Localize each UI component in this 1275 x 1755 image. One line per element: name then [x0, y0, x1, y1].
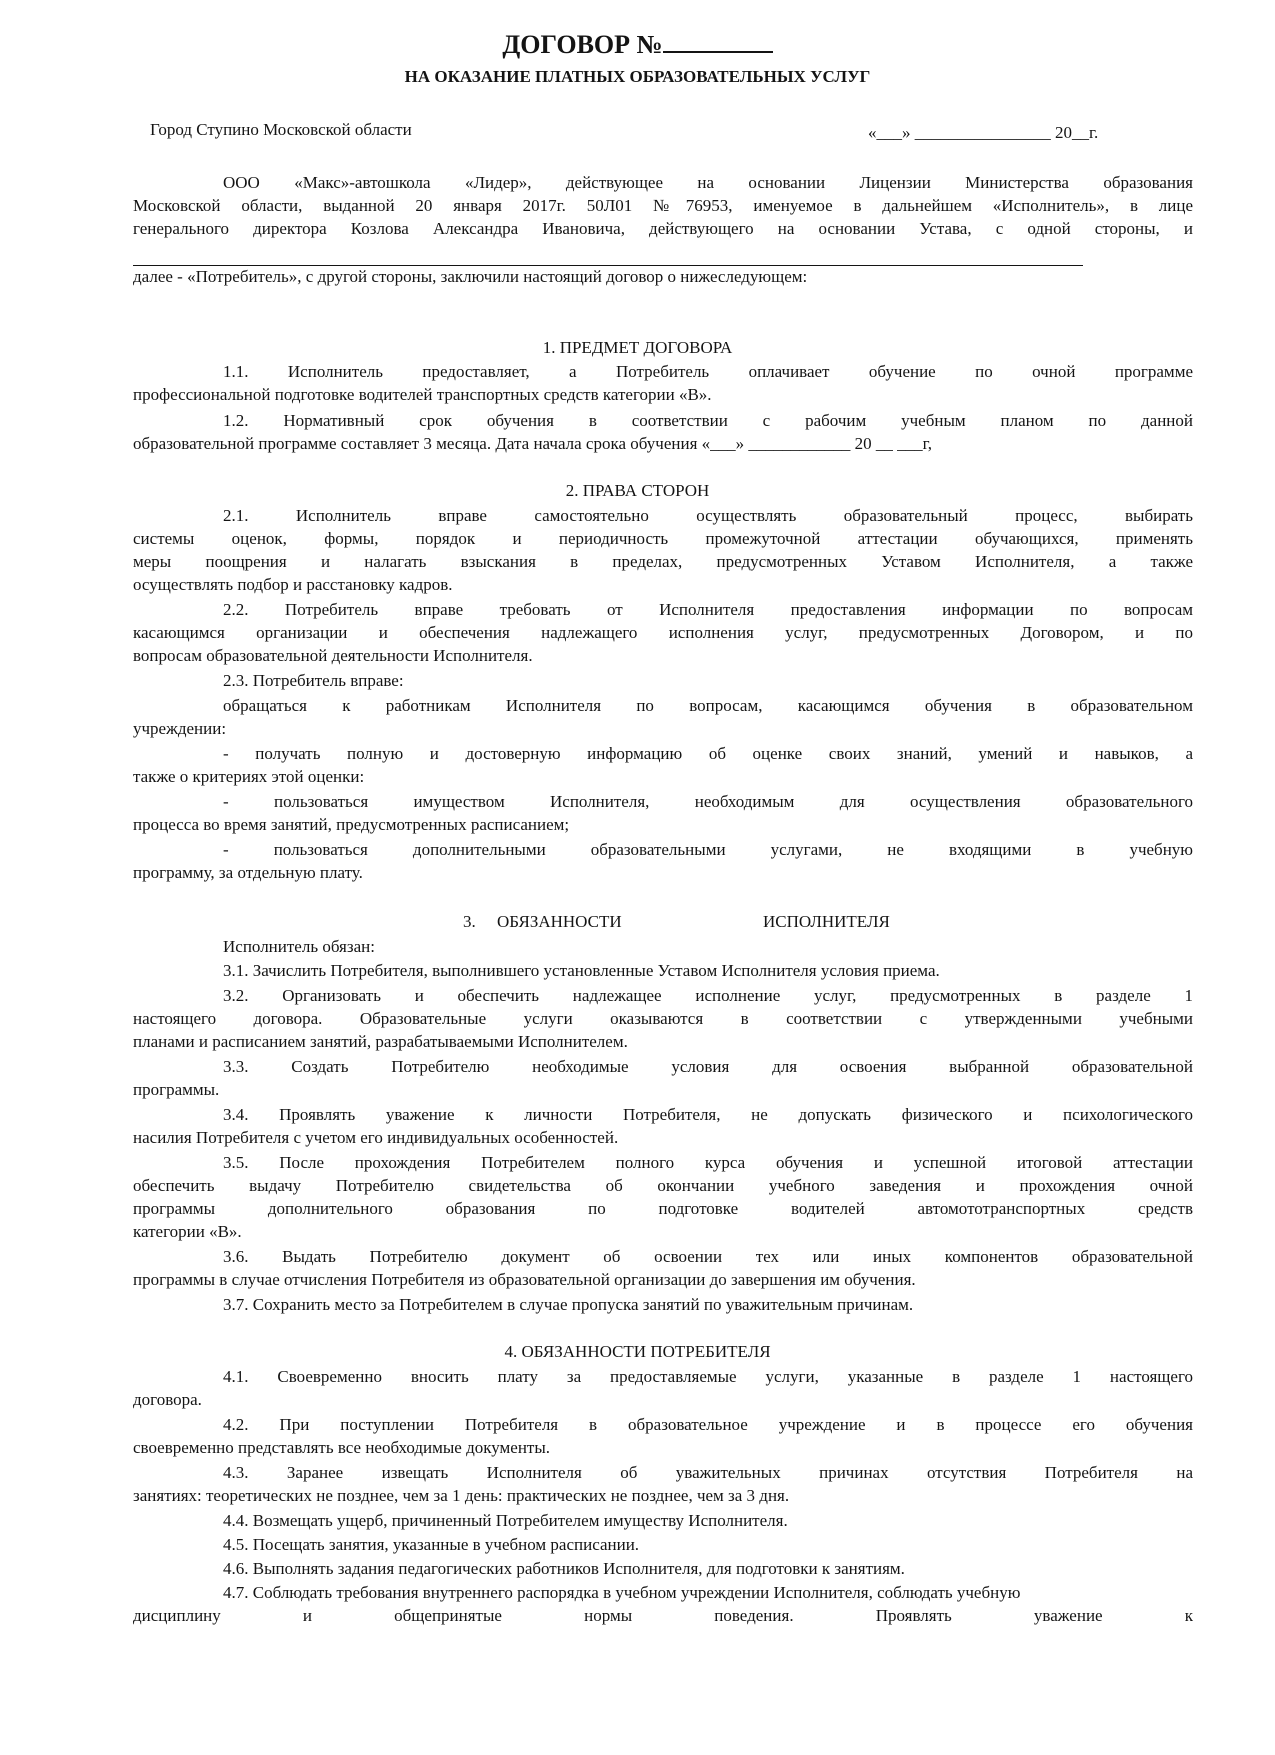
- preamble-line: далее - «Потребитель», с другой стороны, заключили настоящий договор о нижеследующем:: [133, 267, 808, 286]
- clause-line: образовательной программе составляет 3 месяца. Дата начала срока обучения «___» ____________ 20 __ ___г,: [133, 434, 932, 453]
- clause-line: осуществлять подбор и расстановку кадров.: [133, 575, 453, 594]
- clause-line: 4.4. Возмещать ущерб, причиненный Потребителем имуществу Исполнителя.: [223, 1511, 788, 1530]
- clause-line: 2.2. Потребитель вправе требовать от Исполнителя предоставления информации по вопросам: [223, 600, 1193, 619]
- clause-line: 4.3. Заранее извещать Исполнителя об уважительных причинах отсутствия Потребителя на: [223, 1463, 1193, 1482]
- section-heading: 2. ПРАВА СТОРОН: [565, 481, 710, 500]
- clause-line: 3.6. Выдать Потребителю документ об освоении тех или иных компонентов образовательной: [223, 1247, 1193, 1266]
- clause-line: - пользоваться имуществом Исполнителя, необходимым для осуществления образовательного: [223, 792, 1193, 811]
- clause-line: - пользоваться дополнительными образовательными услугами, не входящими в учебную: [223, 840, 1193, 859]
- clause-line: 3.4. Проявлять уважение к личности Потребителя, не допускать физического и психологического: [223, 1105, 1193, 1124]
- section-heading: 4. ОБЯЗАННОСТИ ПОТРЕБИТЕЛЯ: [504, 1342, 771, 1361]
- clause-line: 3.5. После прохождения Потребителем полного курса обучения и успешной итоговой аттестации: [223, 1153, 1193, 1172]
- clause-line: своевременно представлять все необходимые документы.: [133, 1438, 551, 1457]
- clause-line: профессиональной подготовке водителей транспортных средств категории «В».: [133, 385, 712, 404]
- clause-line: планами и расписанием занятий, разрабатываемыми Исполнителем.: [133, 1032, 628, 1051]
- document-subtitle: НА ОКАЗАНИЕ ПЛАТНЫХ ОБРАЗОВАТЕЛЬНЫХ УСЛУГ: [404, 67, 871, 86]
- clause-line: 3.3. Создать Потребителю необходимые условия для освоения выбранной образовательной: [223, 1057, 1193, 1076]
- clause-line: - получать полную и достоверную информацию об оценке своих знаний, умений и навыков, а: [223, 744, 1193, 763]
- clause-line: системы оценок, формы, порядок и периодичность промежуточной аттестации обучающихся, применять: [133, 529, 1193, 548]
- clause-line: программы в случае отчисления Потребителя из образовательной организации до завершения им обучения.: [133, 1270, 916, 1289]
- clause-line: 3.2. Организовать и обеспечить надлежащее исполнение услуг, предусмотренных в разделе 1: [223, 986, 1193, 1005]
- section-heading: 1. ПРЕДМЕТ ДОГОВОРА: [542, 338, 733, 357]
- clause-line: 2.3. Потребитель вправе:: [223, 671, 404, 690]
- clause-line: 2.1. Исполнитель вправе самостоятельно осуществлять образовательный процесс, выбирать: [223, 506, 1193, 525]
- clause-line: 1.1. Исполнитель предоставляет, а Потребитель оплачивает обучение по очной программе: [223, 362, 1193, 381]
- clause-line: категории «В».: [133, 1222, 242, 1241]
- clause-line: Исполнитель обязан:: [223, 937, 375, 956]
- clause-line: настоящего договора. Образовательные услуги оказываются в соответствии с утвержденными учебными: [133, 1009, 1193, 1028]
- clause-line: 4.1. Своевременно вносить плату за предоставляемые услуги, указанные в разделе 1 настоящего: [223, 1367, 1193, 1386]
- date-line: «___» ________________ 20__г.: [868, 123, 1099, 142]
- section-heading-number: 3.: [463, 912, 476, 931]
- clause-line: также о критериях этой оценки:: [133, 767, 365, 786]
- clause-line: 3.1. Зачислить Потребителя, выполнившего установленные Уставом Исполнителя условия приема.: [223, 961, 940, 980]
- clause-line: 4.5. Посещать занятия, указанные в учебном расписании.: [223, 1535, 640, 1554]
- clause-line: занятиях: теоретических не позднее, чем за 1 день: практических не позднее, чем за 3 дня.: [133, 1486, 790, 1505]
- clause-line: 3.7. Сохранить место за Потребителем в случае пропуска занятий по уважительным причинам.: [223, 1295, 914, 1314]
- clause-line: обеспечить выдачу Потребителю свидетельства об окончании учебного заведения и прохождения очной: [133, 1176, 1193, 1195]
- clause-line: вопросам образовательной деятельности Исполнителя.: [133, 646, 533, 665]
- clause-line: 4.6. Выполнять задания педагогических работников Исполнителя, для подготовки к занятиям.: [223, 1559, 905, 1578]
- clause-line: программы.: [133, 1080, 220, 1099]
- contract-number-blank: [663, 31, 773, 53]
- preamble-line: Московской области, выданной 20 января 2017г. 50Л01 №76953, именуемое в дальнейшем «Исполнитель», в лице: [133, 196, 1193, 215]
- clause-line: 1.2. Нормативный срок обучения в соответствии с рабочим учебным планом по данной: [223, 411, 1193, 430]
- clause-line: касающимся организации и обеспечения надлежащего исполнения услуг, предусмотренных Договором, и по: [133, 623, 1193, 642]
- preamble-line: генерального директора Козлова Александра Ивановича, действующего на основании Устава, с одной стороны, и: [133, 219, 1193, 238]
- preamble-line: ООО «Макс»-автошкола «Лидер», действующее на основании Лицензии Министерства образования: [223, 173, 1193, 192]
- clause-line: меры поощрения и налагать взыскания в пределах, предусмотренных Уставом Исполнителя, а также: [133, 552, 1193, 571]
- clause-line: дисциплину и общепринятые нормы поведения. Проявлять уважение к: [133, 1606, 1193, 1625]
- clause-line: насилия Потребителя с учетом его индивидуальных особенностей.: [133, 1128, 619, 1147]
- clause-line: 4.2. При поступлении Потребителя в образовательное учреждение и в процессе его обучения: [223, 1415, 1193, 1434]
- clause-line: программу, за отдельную плату.: [133, 863, 363, 882]
- section-heading: ОБЯЗАННОСТИ: [497, 912, 622, 931]
- document-title: ДОГОВОР №: [0, 30, 1275, 60]
- clause-line: обращаться к работникам Исполнителя по вопросам, касающимся обучения в образовательном: [223, 696, 1193, 715]
- city-label: Город Ступино Московской области: [150, 120, 412, 139]
- clause-line: договора.: [133, 1390, 202, 1409]
- clause-line: 4.7. Соблюдать требования внутреннего распорядка в учебном учреждении Исполнителя, соблюдать учебную: [223, 1583, 1021, 1602]
- clause-line: программы дополнительного образования по подготовке водителей автомототранспортных средств: [133, 1199, 1193, 1218]
- section-heading: ИСПОЛНИТЕЛЯ: [763, 912, 890, 931]
- clause-line: учреждении:: [133, 719, 227, 738]
- clause-line: процесса во время занятий, предусмотренных расписанием;: [133, 815, 570, 834]
